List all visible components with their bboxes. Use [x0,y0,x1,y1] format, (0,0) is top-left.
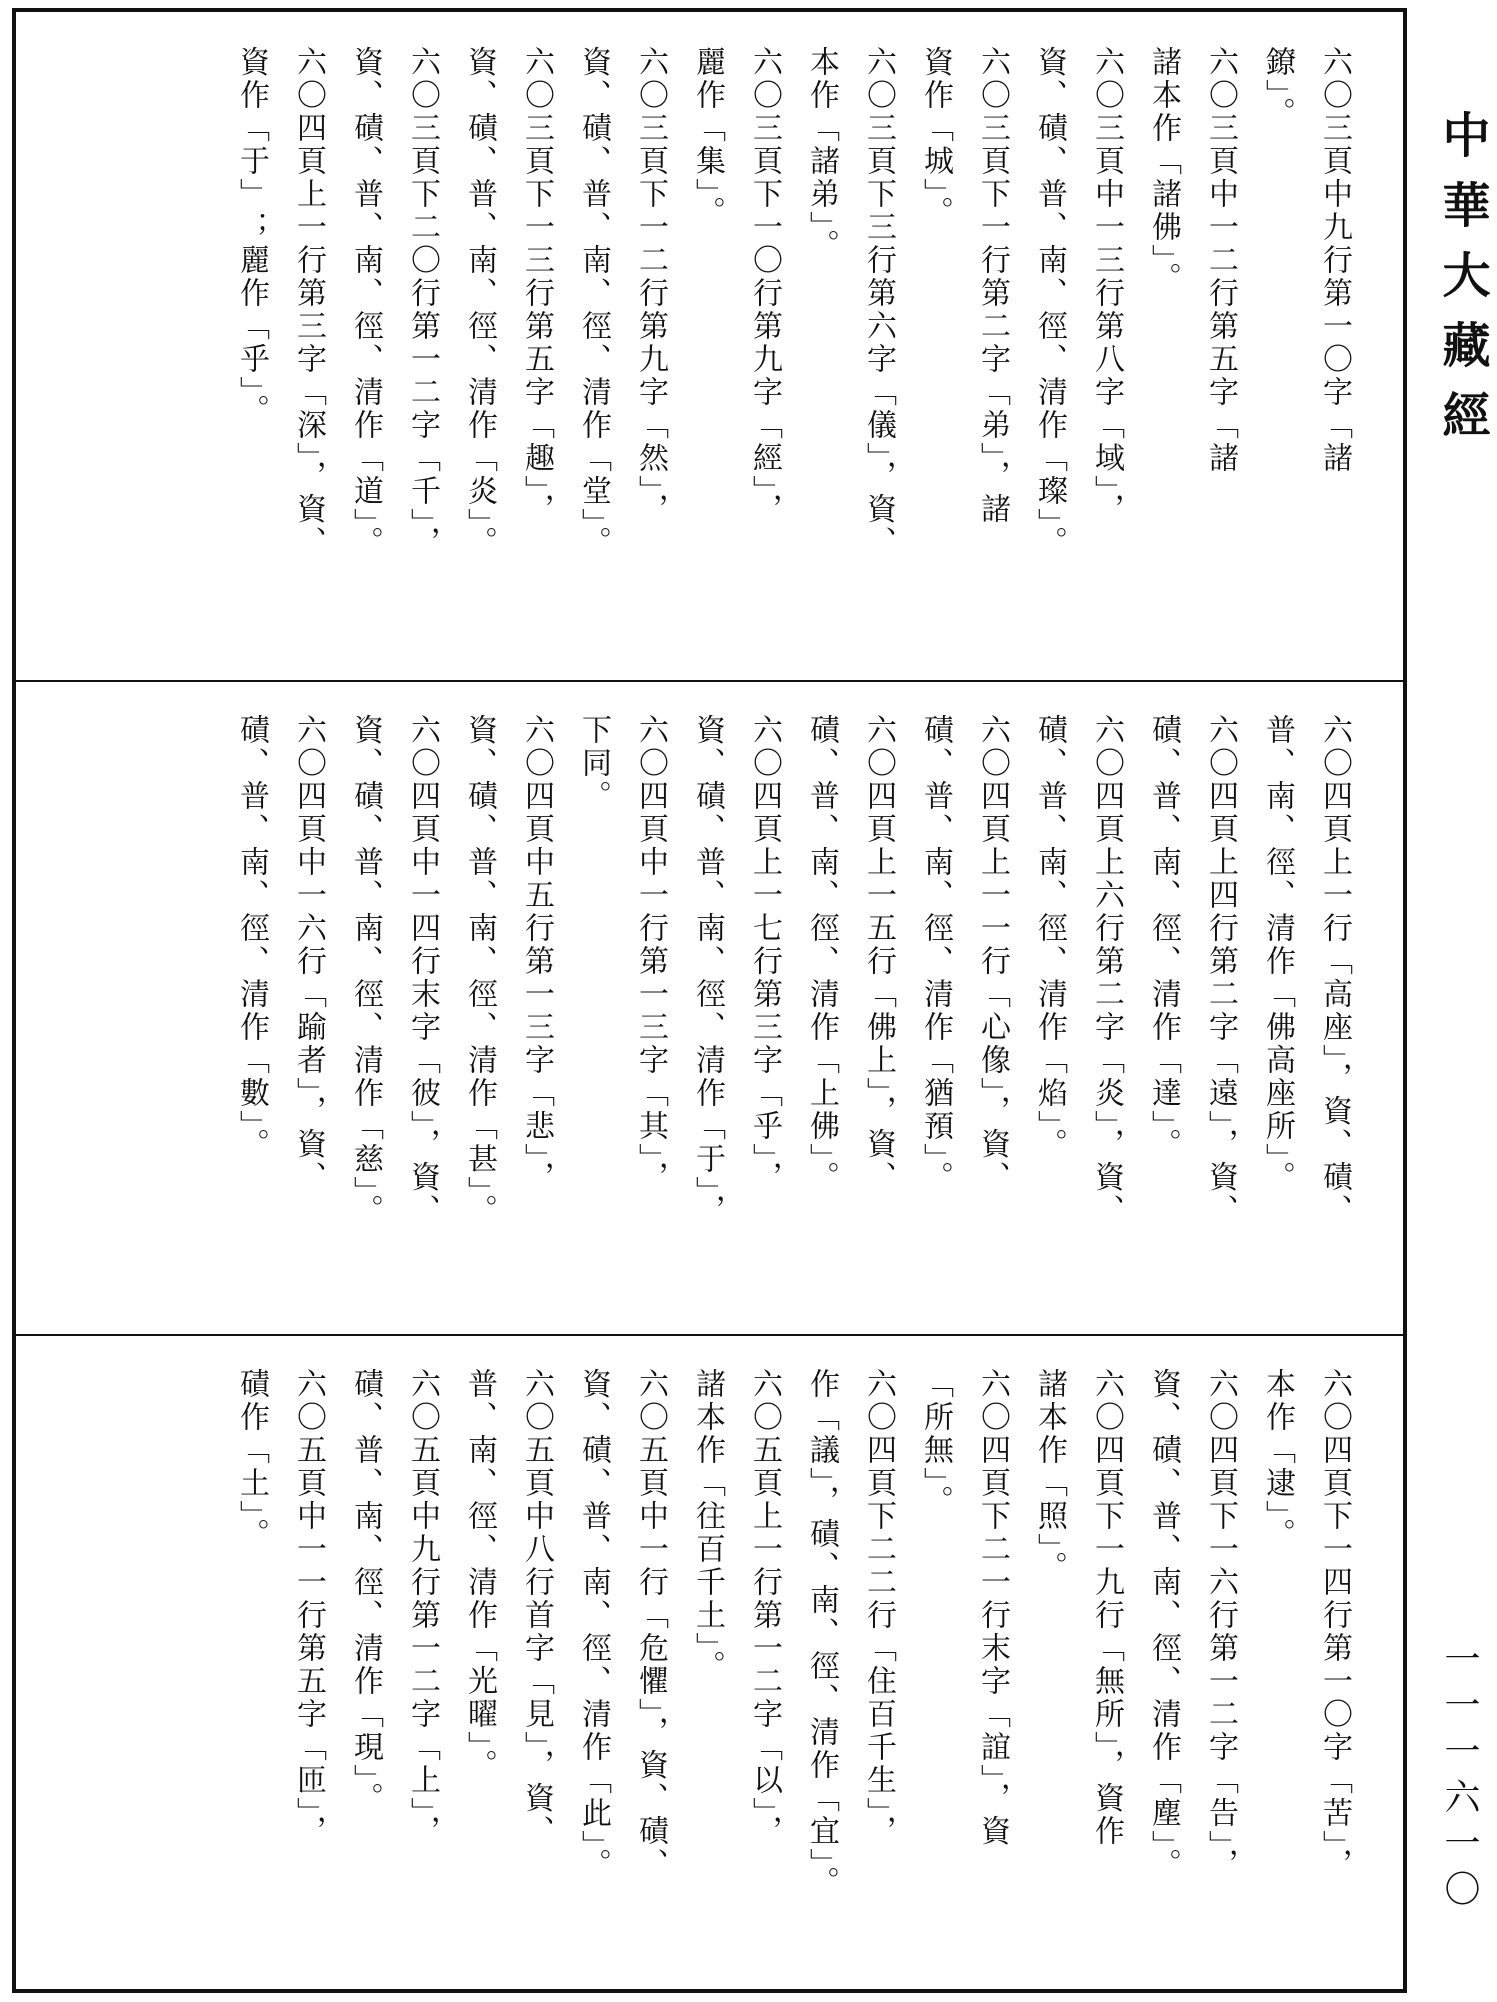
divider-rule [16,680,1403,682]
text-column: 六〇三頁下三行第六字「儀」，資、 [861,46,896,559]
text-column: 磧、普、南、徑、清作「猶預」。 [918,714,953,1194]
text-column: 普、南、徑、清作「佛高座所」。 [1260,714,1295,1194]
divider-rule [16,1334,1403,1336]
text-column: 六〇四頁中一四行末字「彼」，資、 [405,714,440,1227]
text-column: 六〇四頁上一行第三字「深」，資、 [291,46,326,559]
text-column: 六〇三頁下一三行第五字「趣」， [519,46,554,526]
text-column: 六〇三頁下一二行第九字「然」， [633,46,668,526]
entry [451,46,565,559]
text-column: 本作「諸弟」。 [804,46,839,262]
text-band-middle [16,684,1403,1334]
entry [907,714,1021,1227]
entry [223,714,337,1227]
text-column: 麗作「集」。 [690,46,725,229]
text-column: 六〇三頁中一二行第五字「諸 [1203,46,1238,475]
entry [223,1368,337,1899]
text-column: 六〇四頁上一一行「心像」，資、 [975,714,1010,1194]
text-column: 六〇三頁中九行第一〇字「諸 [1317,46,1352,475]
text-column: 資作「城」。 [918,46,953,229]
text-column: 本作「逮」。 [1260,1368,1295,1551]
text-column: 六〇四頁上四行第二字「遠」，資、 [1203,714,1238,1227]
text-column: 六〇四頁中一行第一三字「其」， [633,714,668,1194]
entry [1021,1368,1135,1899]
text-band-bottom [16,1338,1403,1989]
entry [1135,1368,1249,1899]
text-column: 資作「于」；麗作「乎」。 [234,46,269,427]
text-column: 磧、普、南、徑、清作「數」。 [234,714,269,1161]
text-column: 資、磧、普、南、徑、清作「此」。 [576,1368,611,1881]
text-column: 普、南、徑、清作「光曜」。 [462,1368,497,1782]
text-column: 六〇四頁上六行第二字「炎」，資、 [1089,714,1124,1227]
text-column: 六〇四頁下二一行末字「誼」，資 [975,1368,1010,1848]
text-column: 六〇三頁下一〇行第九字「經」， [747,46,782,526]
text-column: 鐐」。 [1260,46,1295,130]
page-frame [12,8,1407,1993]
entry [793,714,907,1227]
page-title: 中華大藏經 [1434,110,1490,460]
column-group [223,714,1363,1227]
text-column: 六〇三頁下二〇行第一二字「千」， [405,46,440,559]
entry [565,1368,679,1899]
entry [679,714,793,1227]
text-column: 資、磧、普、南、徑、清作「堂」。 [576,46,611,559]
text-column: 六〇五頁中一一行第五字「匝」， [291,1368,326,1848]
text-column: 「所無」。 [918,1368,953,1518]
text-column: 磧、普、南、徑、清作「焰」。 [1032,714,1067,1161]
text-column: 六〇三頁中一三行第八字「域」， [1089,46,1124,526]
text-column: 諸本作「諸佛」。 [1146,46,1181,295]
text-column: 磧、普、南、徑、清作「上佛」。 [804,714,839,1194]
text-column: 六〇四頁下一九行「無所」，資作 [1089,1368,1124,1848]
text-column: 六〇五頁中八行首字「見」，資、 [519,1368,554,1848]
text-column: 六〇四頁下一四行第一〇字「苦」， [1317,1368,1352,1881]
text-column: 資、磧、普、南、徑、清作「甚」。 [462,714,497,1227]
text-column: 下同。 [576,714,611,813]
text-column: 資、磧、普、南、徑、清作「璨」。 [1032,46,1067,559]
entry [565,46,679,559]
column-group [223,46,1363,559]
text-column: 資、磧、普、南、徑、清作「慈」。 [348,714,383,1227]
entry [337,714,451,1227]
entry [679,46,793,559]
text-column: 六〇五頁中一行「危懼」，資、磧、 [633,1368,668,1881]
text-column: 資、磧、普、南、徑、清作「塵」。 [1146,1368,1181,1881]
text-column: 資、磧、普、南、徑、清作「于」， [690,714,725,1227]
entry [223,46,337,559]
text-column: 六〇四頁下一六行第一二字「告」， [1203,1368,1238,1881]
text-column: 六〇五頁中九行第一二字「上」， [405,1368,440,1848]
entry [451,1368,565,1899]
text-column: 六〇四頁中五行第一三字「悲」， [519,714,554,1194]
entry [793,1368,907,1899]
entry [1249,46,1363,559]
text-column: 六〇四頁下二二行「住百千生」， [861,1368,896,1848]
text-column: 六〇四頁上一五行「佛上」，資、 [861,714,896,1194]
entry [907,46,1021,559]
entry [793,46,907,559]
page-number: 一一一六一〇 [1439,1640,1480,1916]
text-column: 諸本作「往百千土」。 [690,1368,725,1683]
text-column: 磧、普、南、徑、清作「現」。 [348,1368,383,1815]
entry [1135,46,1249,559]
text-column: 六〇五頁上一行第一二字「以」， [747,1368,782,1848]
entry [1021,714,1135,1227]
text-band-top [16,12,1403,680]
text-column: 六〇四頁上一行「高座」，資、磧、 [1317,714,1352,1227]
text-column: 諸本作「照」。 [1032,1368,1067,1584]
text-column: 六〇四頁上一七行第三字「乎」， [747,714,782,1194]
text-column: 資、磧、普、南、徑、清作「炎」。 [462,46,497,559]
entry [337,46,451,559]
entry [1135,714,1249,1227]
text-column: 六〇四頁中一六行「踰者」，資、 [291,714,326,1194]
text-column: 磧、普、南、徑、清作「達」。 [1146,714,1181,1161]
entry [907,1368,1021,1899]
entry [1249,1368,1363,1899]
entry [451,714,565,1227]
text-column: 作「議」，磧、南、徑、清作「宜」。 [804,1368,839,1899]
entry [679,1368,793,1899]
entry [565,714,679,1227]
text-column: 磧作「土」。 [234,1368,269,1551]
entry [1021,46,1135,559]
column-group [223,1368,1363,1899]
entry [337,1368,451,1899]
entry [1249,714,1363,1227]
text-column: 資、磧、普、南、徑、清作「道」。 [348,46,383,559]
text-column: 六〇三頁下一行第二字「弟」，諸 [975,46,1010,526]
